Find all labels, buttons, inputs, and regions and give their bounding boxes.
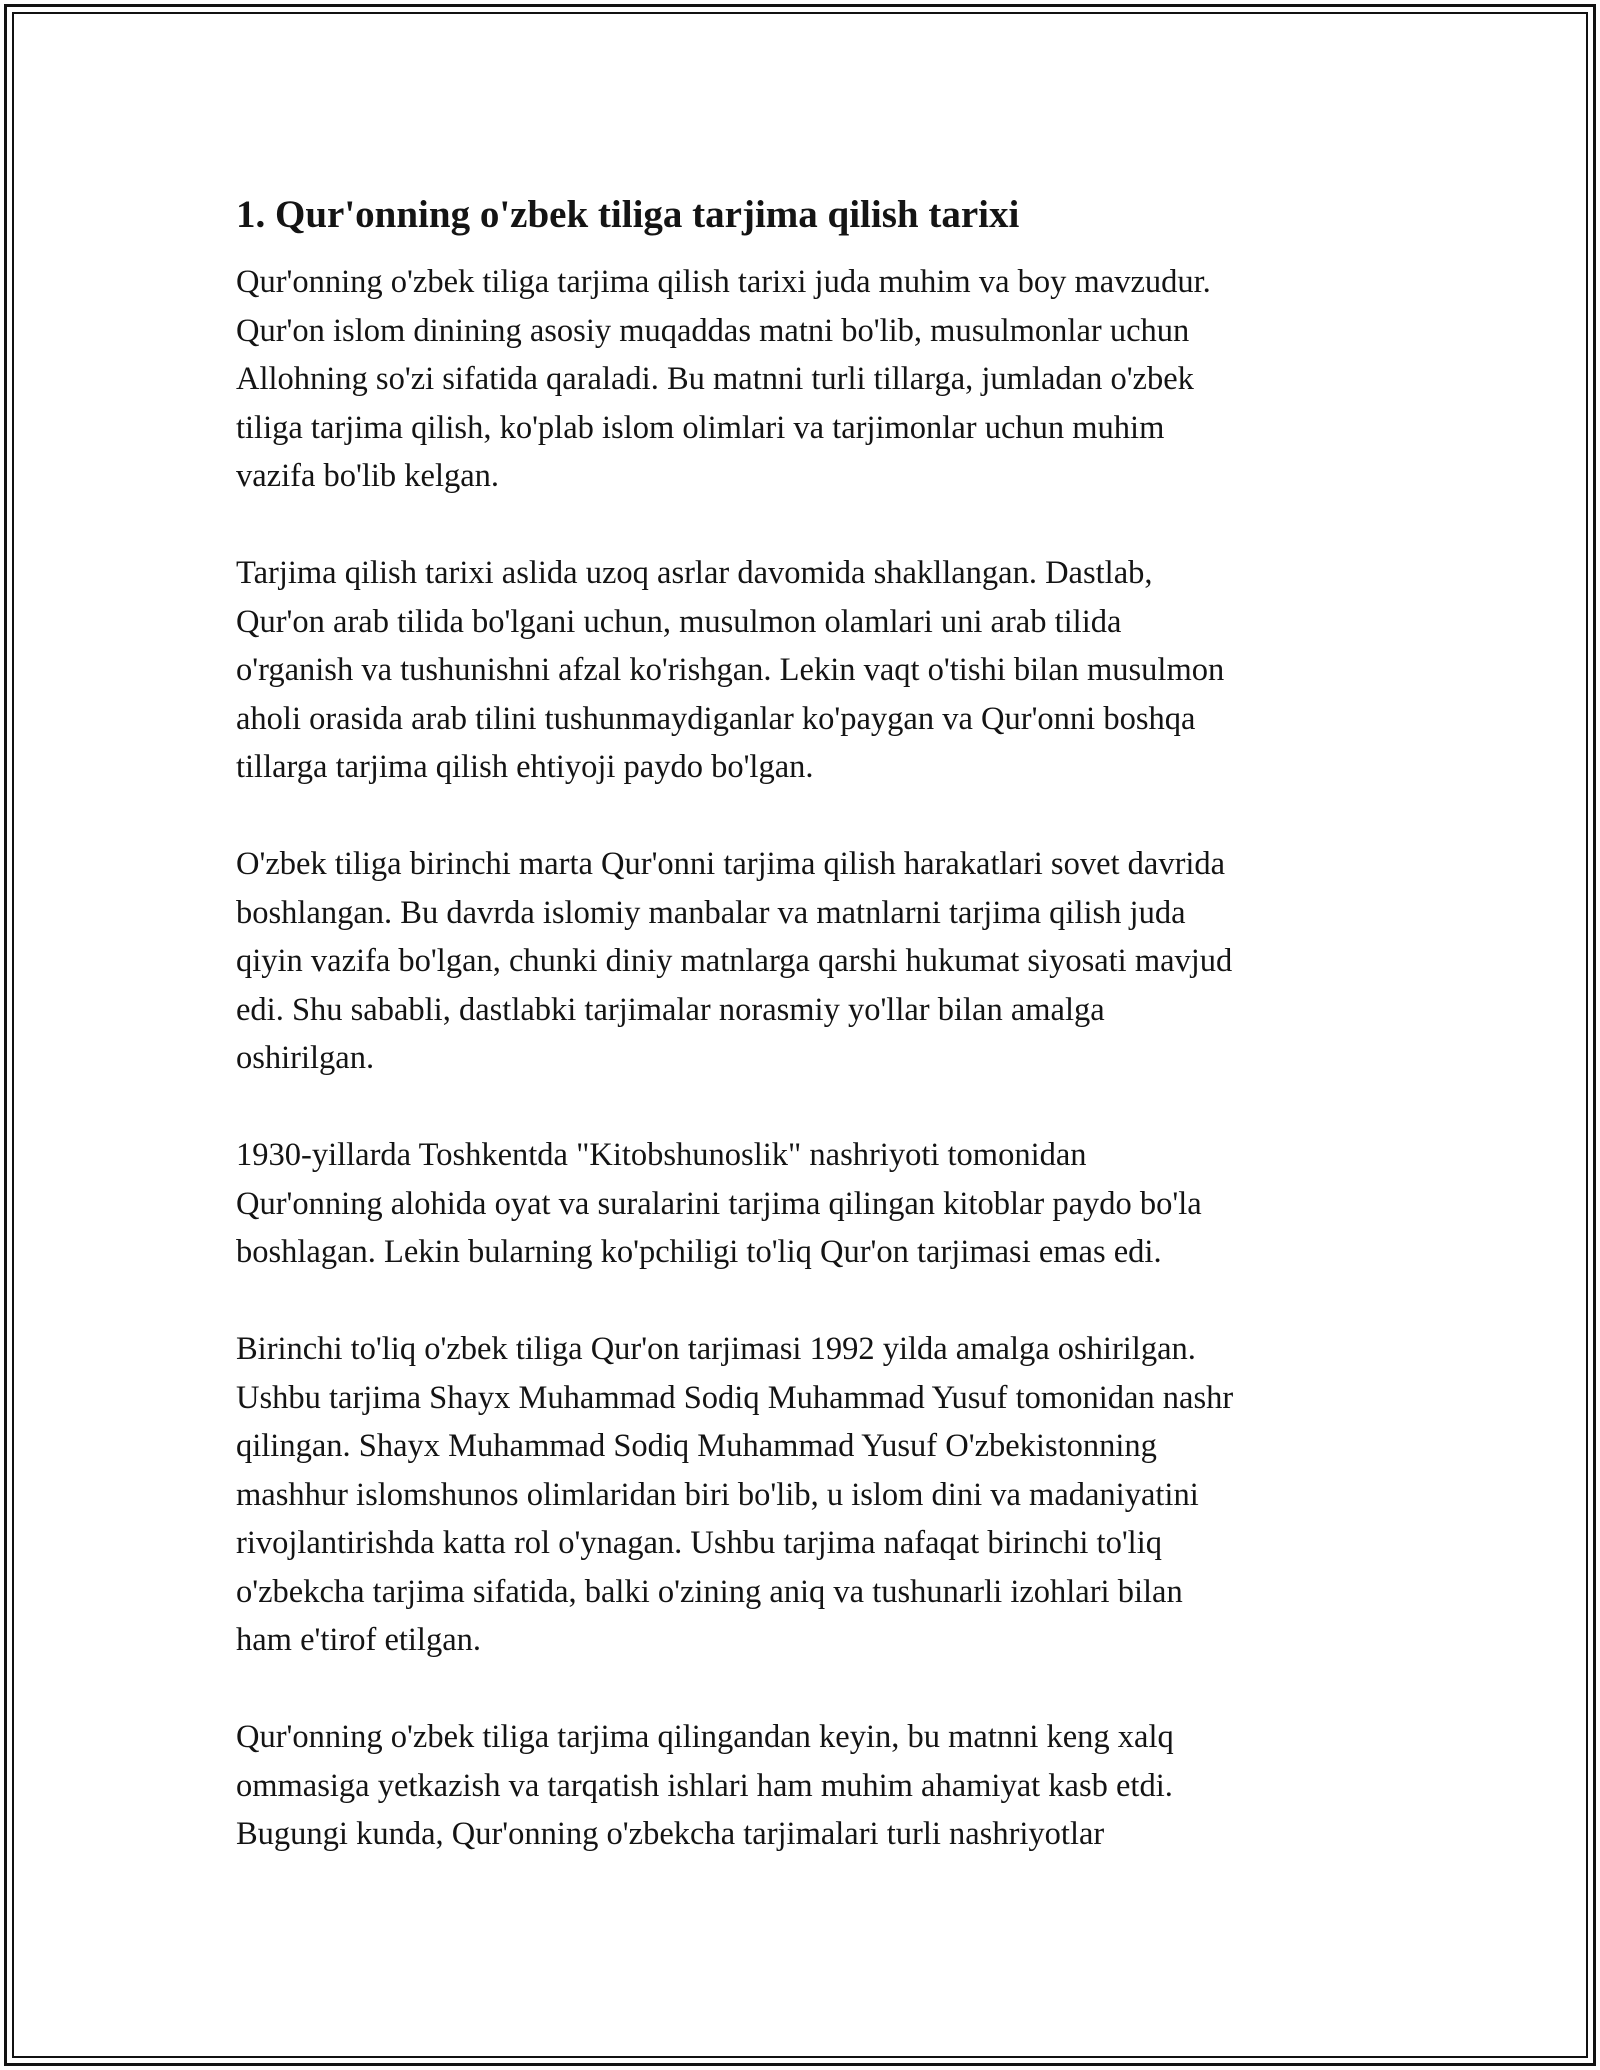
text-line: qiyin vazifa bo'lgan, chunki diniy matnlarga qarshi hukumat siyosati mavjud <box>236 943 1233 979</box>
text-line: o'rganish va tushunishni afzal ko'rishgan. Lekin vaqt o'tishi bilan musulmon <box>236 652 1225 688</box>
text-line: Ushbu tarjima Shayx Muhammad Sodiq Muhammad Yusuf tomonidan nashr <box>236 1379 1234 1416</box>
text-line: ommasiga yetkazish va tarqatish ishlari ham muhim ahamiyat kasb etdi. <box>236 1767 1173 1804</box>
paragraph-6 <box>236 1713 1376 1859</box>
text-line: o'zbekcha tarjima sifatida, balki o'zining aniq va tushunarli izohlari bilan <box>236 1573 1183 1610</box>
section-heading: 1. Qur'onning o'zbek tiliga tarjima qilish tarixi <box>236 193 1020 236</box>
document-body <box>236 182 1376 1907</box>
text-line: Tarjima qilish tarixi aslida uzoq asrlar davomida shakllangan. Dastlab, <box>236 555 1153 591</box>
paragraph-2 <box>236 549 1376 792</box>
text-line: qilingan. Shayx Muhammad Sodiq Muhammad Yusuf O'zbekistonning <box>236 1428 1157 1464</box>
text-line: aholi orasida arab tilini tushunmaydiganlar ko'paygan va Qur'onni boshqa <box>236 700 1196 737</box>
text-line: 1930-yillarda Toshkentda "Kitobshunoslik" nashriyoti tomonidan <box>236 1137 1087 1173</box>
text-line: rivojlantirishda katta rol o'ynagan. Ushbu tarjima nafaqat birinchi to'liq <box>236 1525 1162 1561</box>
text-line: O'zbek tiliga birinchi marta Qur'onni tarjima qilish harakatlari sovet davrida <box>236 846 1226 882</box>
text-line: ham e'tirof etilgan. <box>236 1622 482 1658</box>
text-line: oshirilgan. <box>236 1040 375 1076</box>
text-line: Birinchi to'liq o'zbek tiliga Qur'on tarjimasi 1992 yilda amalga oshirilgan. <box>236 1331 1196 1367</box>
text-line: Qur'on arab tilida bo'lgani uchun, musulmon olamlari uni arab tilida <box>236 603 1122 640</box>
text-line: mashhur islomshunos olimlaridan biri bo'lib, u islom dini va madaniyatini <box>236 1476 1199 1513</box>
text-line: boshlagan. Lekin bularning ko'pchiligi to'liq Qur'on tarjimasi emas edi. <box>236 1234 1162 1270</box>
paragraph-5 <box>236 1325 1376 1665</box>
text-line: vazifa bo'lib kelgan. <box>236 458 500 494</box>
text-line: edi. Shu sababli, dastlabki tarjimalar norasmiy yo'llar bilan amalga <box>236 991 1105 1028</box>
text-line: Qur'onning o'zbek tiliga tarjima qilish tarixi juda muhim va boy mavzudur. <box>236 264 1211 300</box>
text-line: boshlangan. Bu davrda islomiy manbalar va matnlarni tarjima qilish juda <box>236 894 1186 931</box>
paragraph-3 <box>236 840 1376 1083</box>
text-line: Qur'onning alohida oyat va suralarini tarjima qilingan kitoblar paydo bo'la <box>236 1185 1202 1222</box>
text-line: Bugungi kunda, Qur'onning o'zbekcha tarjimalari turli nashriyotlar <box>236 1816 1105 1852</box>
text-line: Qur'on islom dinining asosiy muqaddas matni bo'lib, musulmonlar uchun <box>236 312 1190 349</box>
text-line: tiliga tarjima qilish, ko'plab islom olimlari va tarjimonlar uchun muhim <box>236 409 1165 446</box>
text-line: Allohning so'zi sifatida qaraladi. Bu matnni turli tillarga, jumladan o'zbek <box>236 361 1194 397</box>
paragraph-4 <box>236 1131 1376 1277</box>
paragraph-1 <box>236 258 1376 501</box>
text-line: Qur'onning o'zbek tiliga tarjima qilingandan keyin, bu matnni keng xalq <box>236 1719 1174 1755</box>
text-line: tillarga tarjima qilish ehtiyoji paydo bo'lgan. <box>236 749 814 785</box>
